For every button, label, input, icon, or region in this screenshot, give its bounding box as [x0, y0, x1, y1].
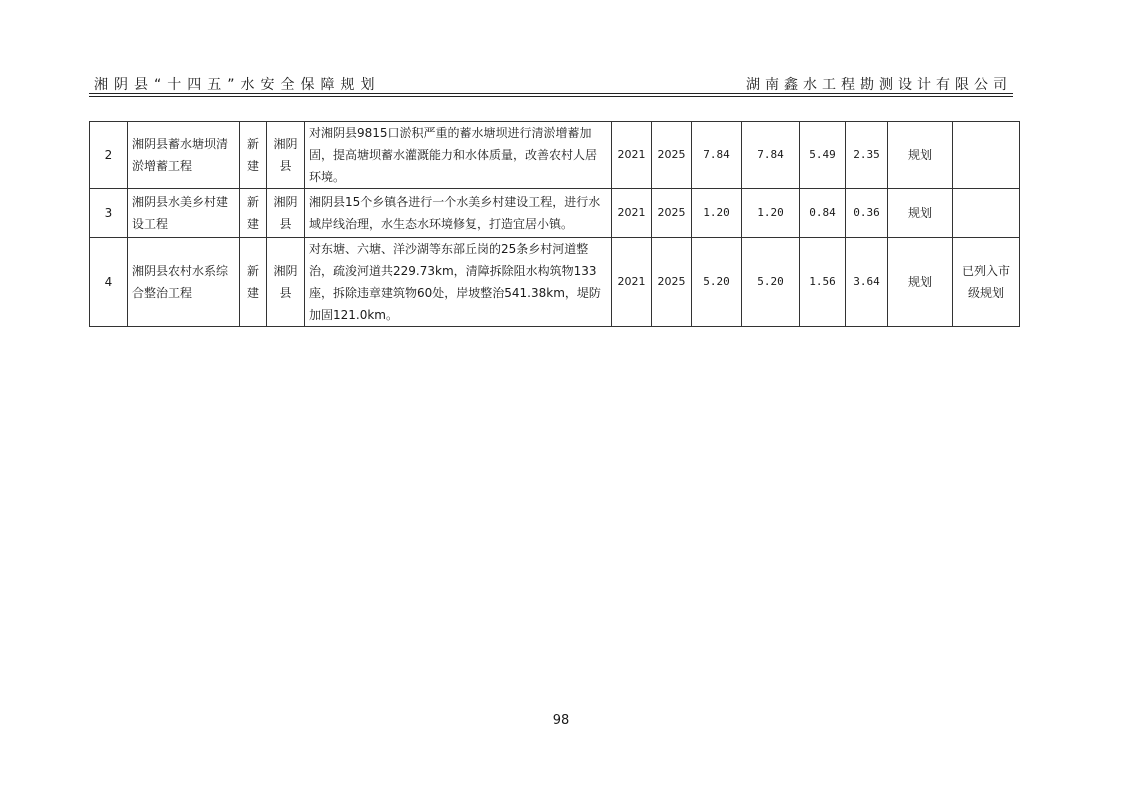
company-name: 湖南鑫水工程勘测设计有限公司 [746, 77, 1012, 93]
header-rule [89, 93, 1013, 94]
header-rule-secondary [89, 96, 1013, 97]
end-year: 2025 [652, 189, 692, 238]
project-content: 湘阴县15个乡镇各进行一个水美乡村建设工程，进行水域岸线治理，水生态水环境修复，打造宜居小镇。 [305, 189, 612, 238]
project-note [953, 122, 1020, 189]
project-note [953, 189, 1020, 238]
planned-investment: 1.20 [742, 189, 800, 238]
row-index: 3 [90, 189, 128, 238]
project-name: 湘阴县农村水系综合整治工程 [128, 238, 240, 327]
project-location: 湘阴县 [267, 238, 305, 327]
end-year: 2025 [652, 238, 692, 327]
investment-part-1: 5.49 [800, 122, 846, 189]
project-type: 新建 [240, 189, 267, 238]
project-status: 规划 [888, 189, 953, 238]
table-row [90, 238, 1020, 327]
investment-part-2: 0.36 [846, 189, 888, 238]
page-number: 98 [552, 713, 570, 728]
project-content: 对湘阴县9815口淤积严重的蓄水塘坝进行清淤增蓄加固，提高塘坝蓄水灌溉能力和水体质量，改善农村人居环境。 [305, 122, 612, 189]
investment-part-1: 1.56 [800, 238, 846, 327]
project-content: 对东塘、六塘、洋沙湖等东部丘岗的25条乡村河道整治，疏浚河道共229.73km，清障拆除阻水构筑物133座，拆除违章建筑物60处，岸坡整治541.38km，堤防加固121.0km。 [305, 238, 612, 327]
end-year: 2025 [652, 122, 692, 189]
row-index: 2 [90, 122, 128, 189]
project-type: 新建 [240, 238, 267, 327]
investment-part-2: 3.64 [846, 238, 888, 327]
table-row [90, 122, 1020, 189]
project-note: 已列入市级规划 [953, 238, 1020, 327]
start-year: 2021 [612, 189, 652, 238]
total-investment: 1.20 [692, 189, 742, 238]
start-year: 2021 [612, 122, 652, 189]
project-type: 新建 [240, 122, 267, 189]
document-title: 湘阴县“十四五”水安全保障规划 [94, 77, 381, 93]
project-table [89, 121, 1020, 327]
project-location: 湘阴县 [267, 122, 305, 189]
project-status: 规划 [888, 238, 953, 327]
project-name: 湘阴县蓄水塘坝清淤增蓄工程 [128, 122, 240, 189]
total-investment: 5.20 [692, 238, 742, 327]
start-year: 2021 [612, 238, 652, 327]
planned-investment: 5.20 [742, 238, 800, 327]
row-index: 4 [90, 238, 128, 327]
project-name: 湘阴县水美乡村建设工程 [128, 189, 240, 238]
total-investment: 7.84 [692, 122, 742, 189]
planned-investment: 7.84 [742, 122, 800, 189]
project-status: 规划 [888, 122, 953, 189]
project-location: 湘阴县 [267, 189, 305, 238]
investment-part-2: 2.35 [846, 122, 888, 189]
table-row [90, 189, 1020, 238]
investment-part-1: 0.84 [800, 189, 846, 238]
